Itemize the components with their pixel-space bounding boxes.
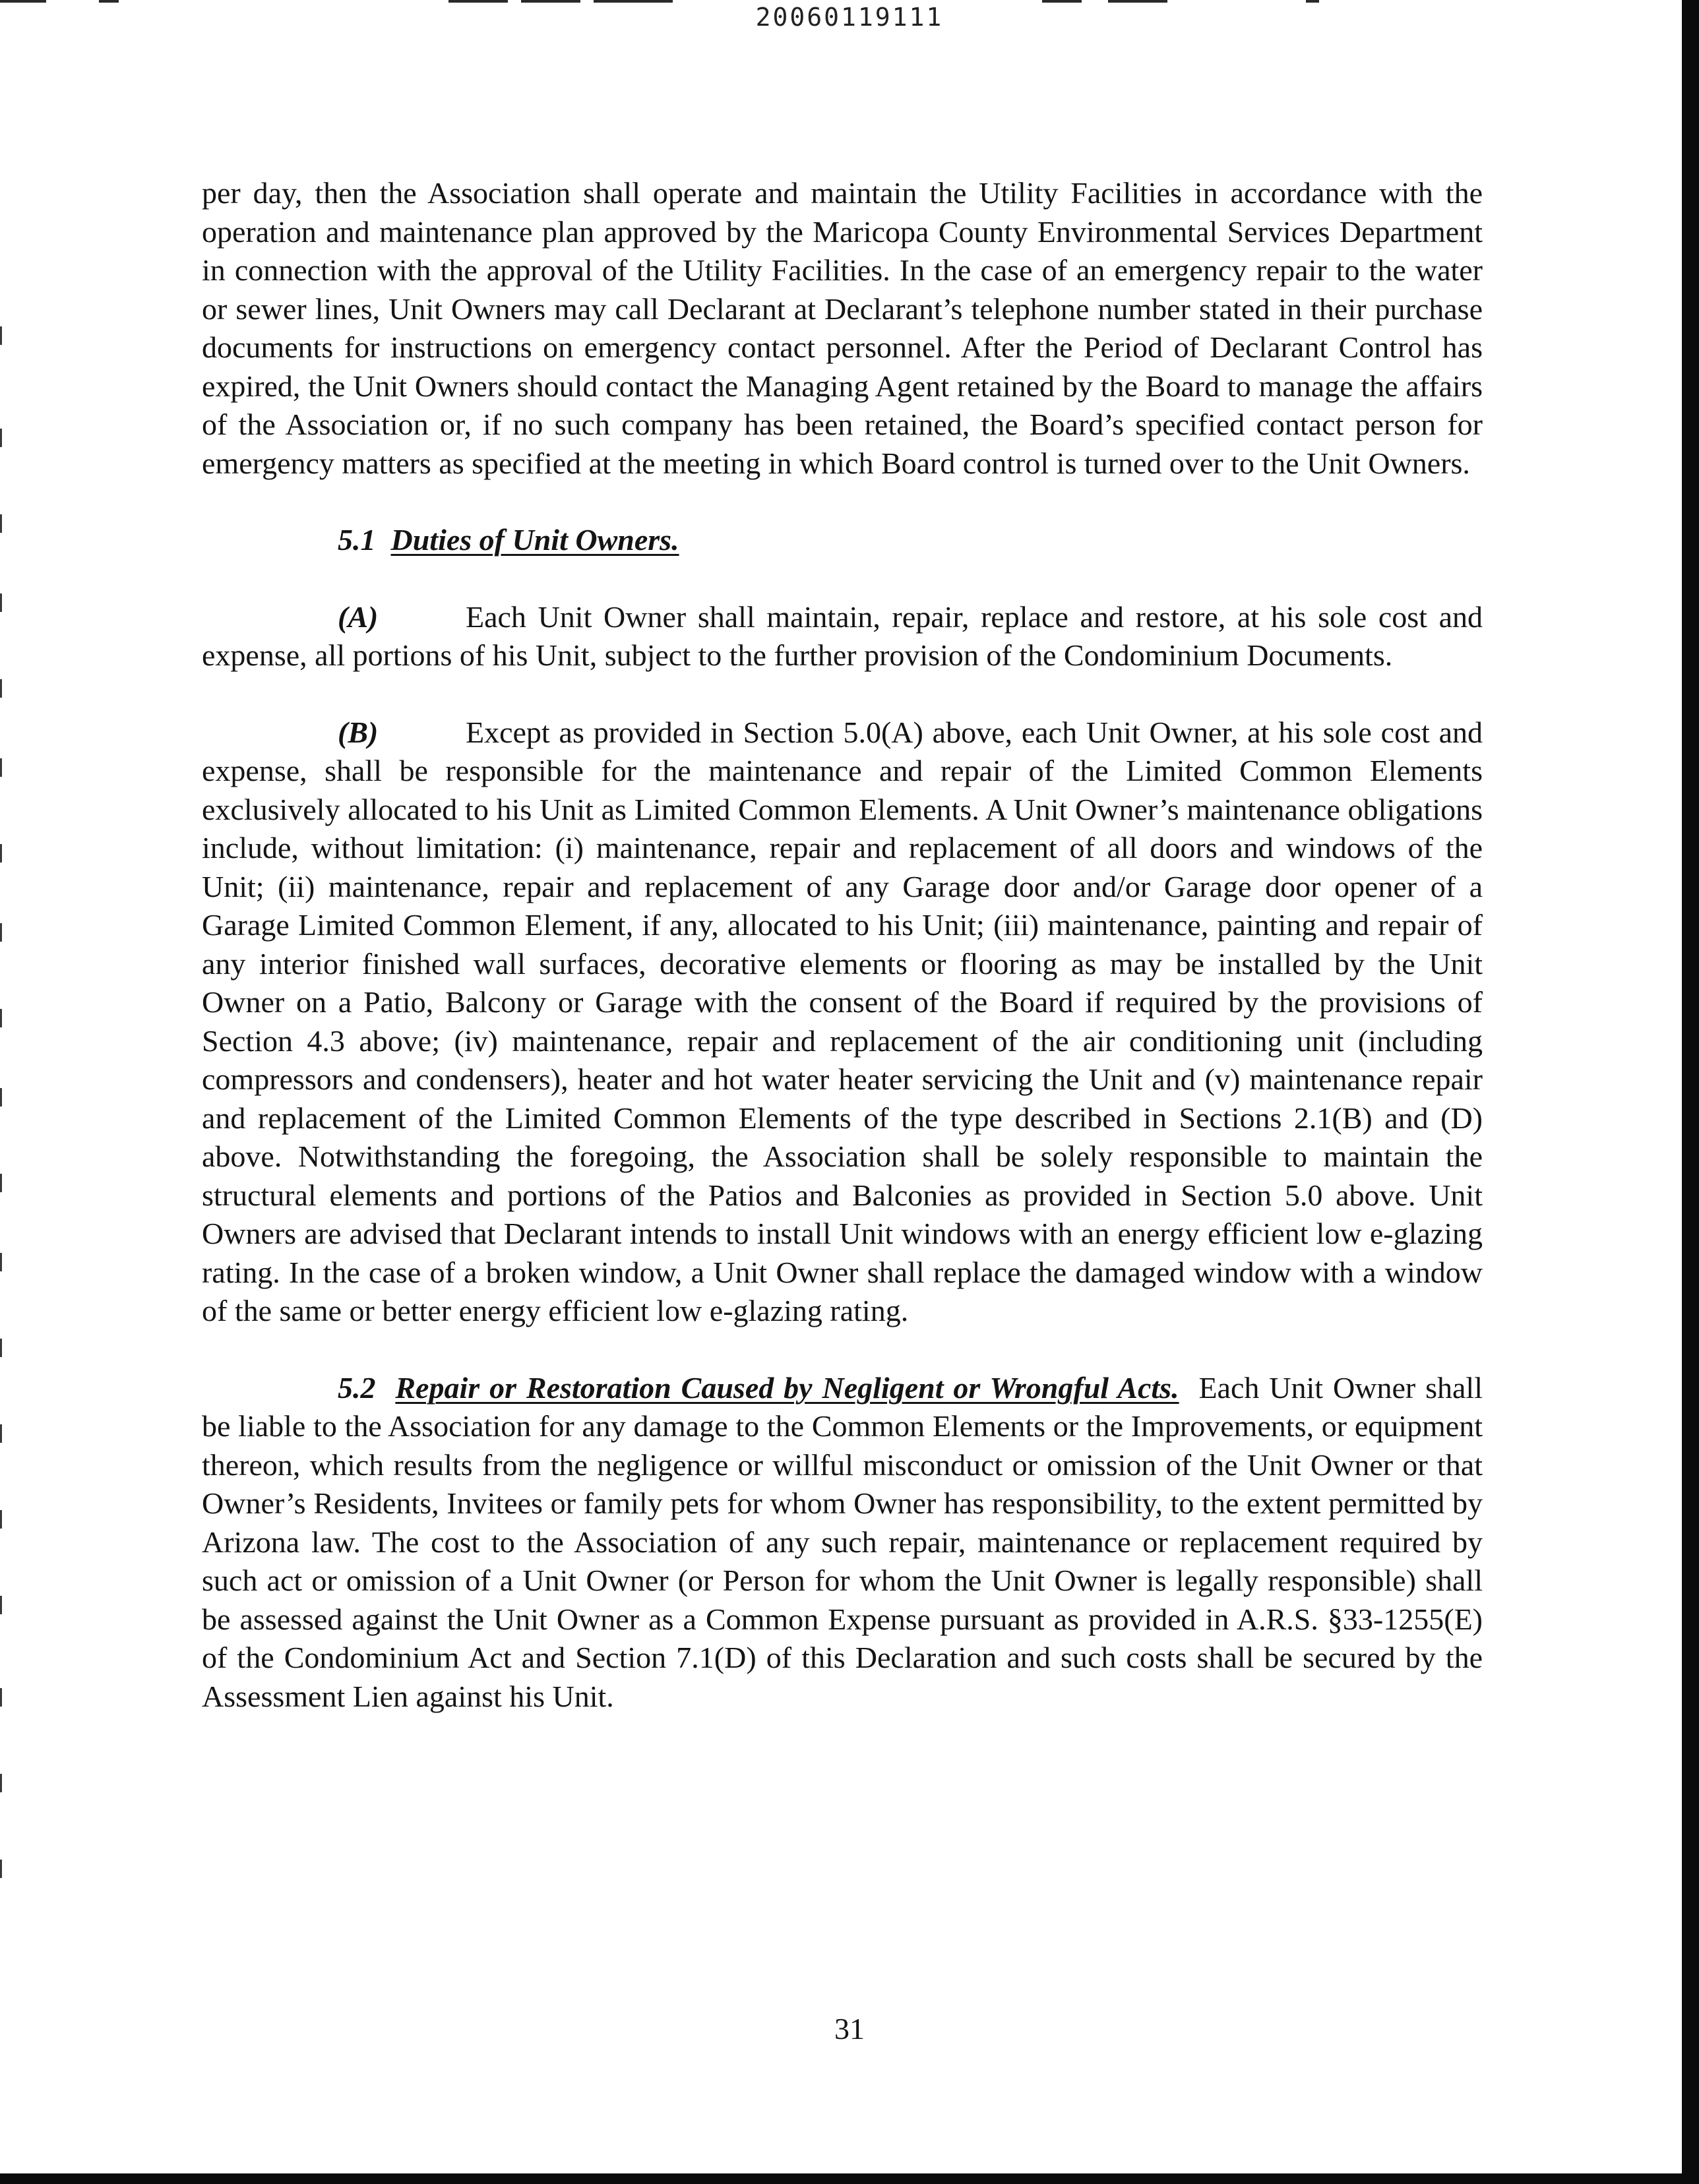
scan-artifact: [0, 1596, 2, 1614]
scan-artifact: [0, 1009, 2, 1027]
subsection-text: Except as provided in Section 5.0(A) above, each Unit Owner, at his sole cost and expense, shall be responsible for the maintenance and repair of the Limited Common Elements exclusively allocated to his Unit as Limited Common Elements. A Unit Owner’s maintenance obligations include, without limitation: (i) maintenance, repair and replacement of all doors and windows of the Unit; (ii) maintenance, repair and replacement of any Garage door and/or Garage door opener of a Garage Limited Common Element, if any, allocated to his Unit; (iii) maintenance, painting and repair of any interior finished wall surfaces, decorative elements or flooring as may be installed by the Unit Owner on a Patio, Balcony or Garage with the consent of the Board if required by the provisions of Section 4.3 above; (iv) maintenance, repair and replacement of the air conditioning unit (including compressors and condensers), heater and hot water heater servicing the Unit and (v) maintenance repair and replacement of the Limited Common Elements of the type described in Sections 2.1(B) and (D) above. Notwithstanding the foregoing, the Association shall be solely responsible to maintain the structural elements and portions of the Patios and Balconies as provided in Section 5.0 above. Unit Owners are advised that Declarant intends to install Unit windows with an energy efficient low e-glazing rating. In the case of a broken window, a Unit Owner shall replace the damaged window with a window of the same or better energy efficient low e-glazing rating.: [202, 715, 1483, 1327]
scan-artifact: [0, 1424, 2, 1443]
subsection-b: [202, 713, 1483, 1331]
subsection-label: (A): [338, 599, 379, 634]
scan-artifact: [0, 1174, 2, 1192]
scan-artifact: [0, 1253, 2, 1271]
scan-artifact: [0, 679, 2, 698]
subsection-text: Each Unit Owner shall maintain, repair, replace and restore, at his sole cost and expense, all portions of his Unit, subject to the further provision of the Condominium Documents.: [202, 599, 1483, 672]
scan-artifact: [0, 514, 2, 533]
section-number: 5.1: [338, 523, 376, 557]
section-text: Each Unit Owner shall be liable to the Association for any damage to the Common Elements or the Improvements, or equipment thereon, which results from the negligence or willful misconduct or omission of the Unit Owner or that Owner’s Residents, Invitees or family pets for whom Owner has responsibility, to the extent permitted by Arizona law. The cost to the Association of any such repair, maintenance or replacement required by such act or omission of a Unit Owner (or Person for whom the Unit Owner is legally responsible) shall be assessed against the Unit Owner as a Common Expense pursuant as provided in A.R.S. §33-1255(E) of the Condominium Act and Section 7.1(D) of this Declaration and such costs shall be secured by the Assessment Lien against his Unit.: [202, 1370, 1483, 1713]
scan-artifact: [0, 1088, 2, 1107]
scan-border-bottom: [0, 2173, 1699, 2184]
scan-artifact: [0, 1688, 2, 1707]
scan-artifact: [0, 429, 2, 447]
document-body: [202, 174, 1483, 1716]
scan-artifact: [0, 844, 2, 863]
scan-artifact: [0, 758, 2, 777]
scan-artifact: [0, 1339, 2, 1357]
section-5-2: [202, 1369, 1483, 1716]
scan-artifact: [0, 1860, 2, 1878]
scan-border-right: [1682, 0, 1699, 2184]
section-heading-5-1: [202, 521, 1483, 560]
scan-artifact: [0, 923, 2, 942]
scan-artifact: [0, 1774, 2, 1792]
scan-artifact: [0, 593, 2, 612]
document-number: 20060119111: [755, 3, 944, 32]
subsection-label: (B): [338, 715, 379, 749]
section-number: 5.2: [338, 1370, 376, 1405]
scan-artifact: [0, 1510, 2, 1529]
page-number: 31: [834, 2012, 865, 2046]
scan-artifact: [0, 326, 2, 345]
section-title: Repair or Restoration Caused by Negligent or Wrongful Acts.: [395, 1370, 1179, 1405]
subsection-a: [202, 598, 1483, 675]
paragraph-continued: per day, then the Association shall operate and maintain the Utility Facilities in accordance with the operation and maintenance plan approved by the Maricopa County Environmental Services Department in connection with the approval of the Utility Facilities. In the case of an emergency repair to the water or sewer lines, Unit Owners may call Declarant at Declarant’s telephone number stated in their purchase documents for instructions on emergency contact personnel. After the Period of Declarant Control has expired, the Unit Owners should contact the Managing Agent retained by the Board to manage the affairs of the Association or, if no such company has been retained, the Board’s specified contact person for emergency matters as specified at the meeting in which Board control is turned over to the Unit Owners.: [202, 176, 1483, 480]
section-title: Duties of Unit Owners.: [390, 523, 679, 557]
